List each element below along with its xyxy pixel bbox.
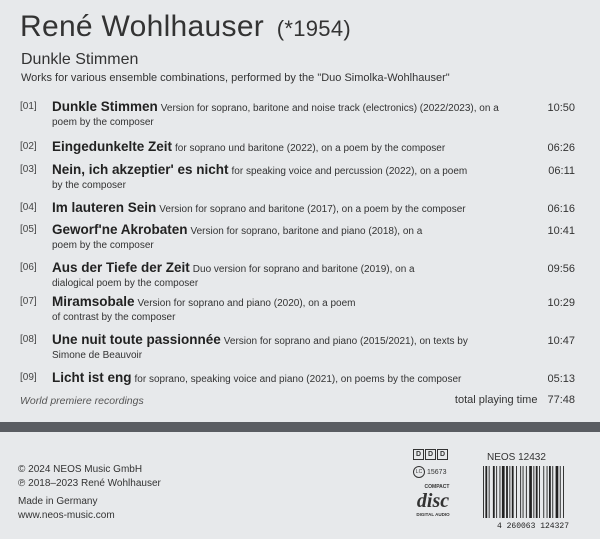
track-row: [20, 295, 575, 325]
track-title: Im lauteren Sein: [52, 200, 157, 215]
track-description: for soprano und baritone (2022), on a poem by the composer: [175, 143, 446, 154]
composer-text: René Wohlhauser: [20, 10, 265, 43]
track-title: Nein, ich akzeptier' es nicht: [52, 162, 229, 177]
track-title: Eingedunkelte Zeit: [52, 139, 173, 154]
barcode-bar: [485, 466, 487, 518]
made-in: Made in Germany: [18, 496, 98, 507]
track-description: Version for soprano and piano (2015/2021), on texts by Simone de Beauvoir: [52, 336, 468, 361]
track-duration: 06:16: [547, 203, 575, 215]
barcode-bar: [560, 466, 561, 518]
barcode-bar: [529, 466, 532, 518]
barcode-bar: [500, 466, 501, 518]
track-duration: 06:26: [547, 142, 575, 154]
barcode-bar: [547, 466, 548, 518]
total-time: 77:48: [547, 394, 575, 406]
track-number: [08]: [20, 334, 37, 345]
track-title: Dunkle Stimmen: [52, 99, 158, 114]
barcode-bar: [526, 466, 527, 518]
track-row: [20, 223, 575, 253]
barcode-bar: [502, 466, 505, 518]
track-description: Version for soprano, baritone and noise track (electronics) (2022/2023), on a poem by the composer: [52, 103, 499, 128]
track-row: [20, 201, 575, 217]
composer-name: [20, 10, 351, 44]
track-row: [20, 333, 575, 363]
composer-born: (*1954): [276, 16, 351, 41]
barcode-icon: [475, 466, 585, 530]
track-row: [20, 371, 575, 387]
barcode-bar: [509, 466, 510, 518]
track-title: Une nuit toute passionnée: [52, 332, 221, 347]
barcode-bar: [533, 466, 534, 518]
track-description: Version for soprano, baritone and piano (2018), on a poem by the composer: [52, 226, 423, 251]
track-row: [20, 100, 575, 130]
track-title: Aus der Tiefe der Zeit: [52, 260, 190, 275]
ddd-letter: D: [437, 449, 448, 460]
track-number: [02]: [20, 141, 37, 152]
disc-bottom-text: DIGITAL AUDIO: [416, 512, 450, 517]
barcode-bar: [539, 466, 540, 518]
catalog-number: NEOS 12432: [487, 452, 546, 463]
website: www.neos-music.com: [18, 510, 115, 521]
lc-icon: LC: [413, 466, 425, 478]
track-number: [07]: [20, 296, 37, 307]
track-duration: 10:41: [547, 225, 575, 237]
barcode-bar: [543, 466, 544, 518]
barcode-digits: 4 260063 124327: [496, 522, 570, 530]
phonogram: ℗ 2018–2023 René Wohlhauser: [18, 478, 161, 489]
barcode-bar: [523, 466, 524, 518]
album-title: Dunkle Stimmen: [21, 51, 139, 68]
track-title: Geworf'ne Akrobaten: [52, 222, 188, 237]
barcode-bar: [489, 466, 490, 518]
premiere-note: World premiere recordings: [20, 395, 144, 407]
track-duration: 06:11: [548, 165, 575, 177]
compact-disc-logo-icon: [411, 482, 455, 518]
disc-word: disc: [416, 490, 450, 512]
track-duration: 10:29: [547, 297, 575, 309]
lc-number: 15673: [427, 468, 447, 476]
barcode-bar: [493, 466, 495, 518]
divider-bar: [0, 422, 600, 432]
total-playing-time: [455, 394, 575, 406]
track-number: [04]: [20, 202, 37, 213]
ddd-letter: D: [413, 449, 424, 460]
track-number: [01]: [20, 101, 37, 112]
album-subtitle: Works for various ensemble combinations, performed by the "Duo Simolka-Wohlhauser": [21, 72, 450, 84]
barcode-bar: [549, 466, 551, 518]
track-title: Licht ist eng: [52, 370, 132, 385]
track-duration: 05:13: [547, 373, 575, 385]
track-title: Miramsobale: [52, 294, 135, 309]
track-description: Version for soprano and baritone (2017), on a poem by the composer: [159, 204, 466, 215]
track-number: [05]: [20, 224, 37, 235]
total-label: total playing time: [454, 394, 538, 406]
track-row: [20, 261, 575, 291]
track-description: for speaking voice and percussion (2022), on a poem by the composer: [52, 166, 468, 191]
barcode-bar: [506, 466, 508, 518]
track-duration: 10:47: [547, 335, 575, 347]
barcode-bar: [496, 466, 497, 518]
track-number: [06]: [20, 262, 37, 273]
label-code: [413, 466, 446, 478]
track-description: Duo version for soprano and baritone (2019), on a dialogical poem by the composer: [52, 264, 415, 289]
track-duration: 10:50: [547, 102, 575, 114]
barcode-bar: [483, 466, 484, 518]
track-number: [09]: [20, 372, 37, 383]
barcode-bar: [512, 466, 514, 518]
barcode-bar: [552, 466, 553, 518]
ddd-letter: D: [425, 449, 436, 460]
track-description: Version for soprano and piano (2020), on a poem of contrast by the composer: [52, 298, 356, 323]
barcode-bar: [556, 466, 559, 518]
track-duration: 09:56: [547, 263, 575, 275]
track-description: for soprano, speaking voice and piano (2021), on poems by the composer: [134, 374, 462, 385]
ddd-code-icon: [413, 449, 448, 460]
track-row: [20, 163, 575, 193]
barcode-bar: [516, 466, 517, 518]
disc-top-text: COMPACT: [424, 484, 450, 490]
barcode-bar: [520, 466, 521, 518]
barcode-bar: [563, 466, 564, 518]
copyright: © 2024 NEOS Music GmbH: [18, 464, 143, 475]
track-row: [20, 140, 575, 156]
track-number: [03]: [20, 164, 37, 175]
barcode-bar: [536, 466, 538, 518]
